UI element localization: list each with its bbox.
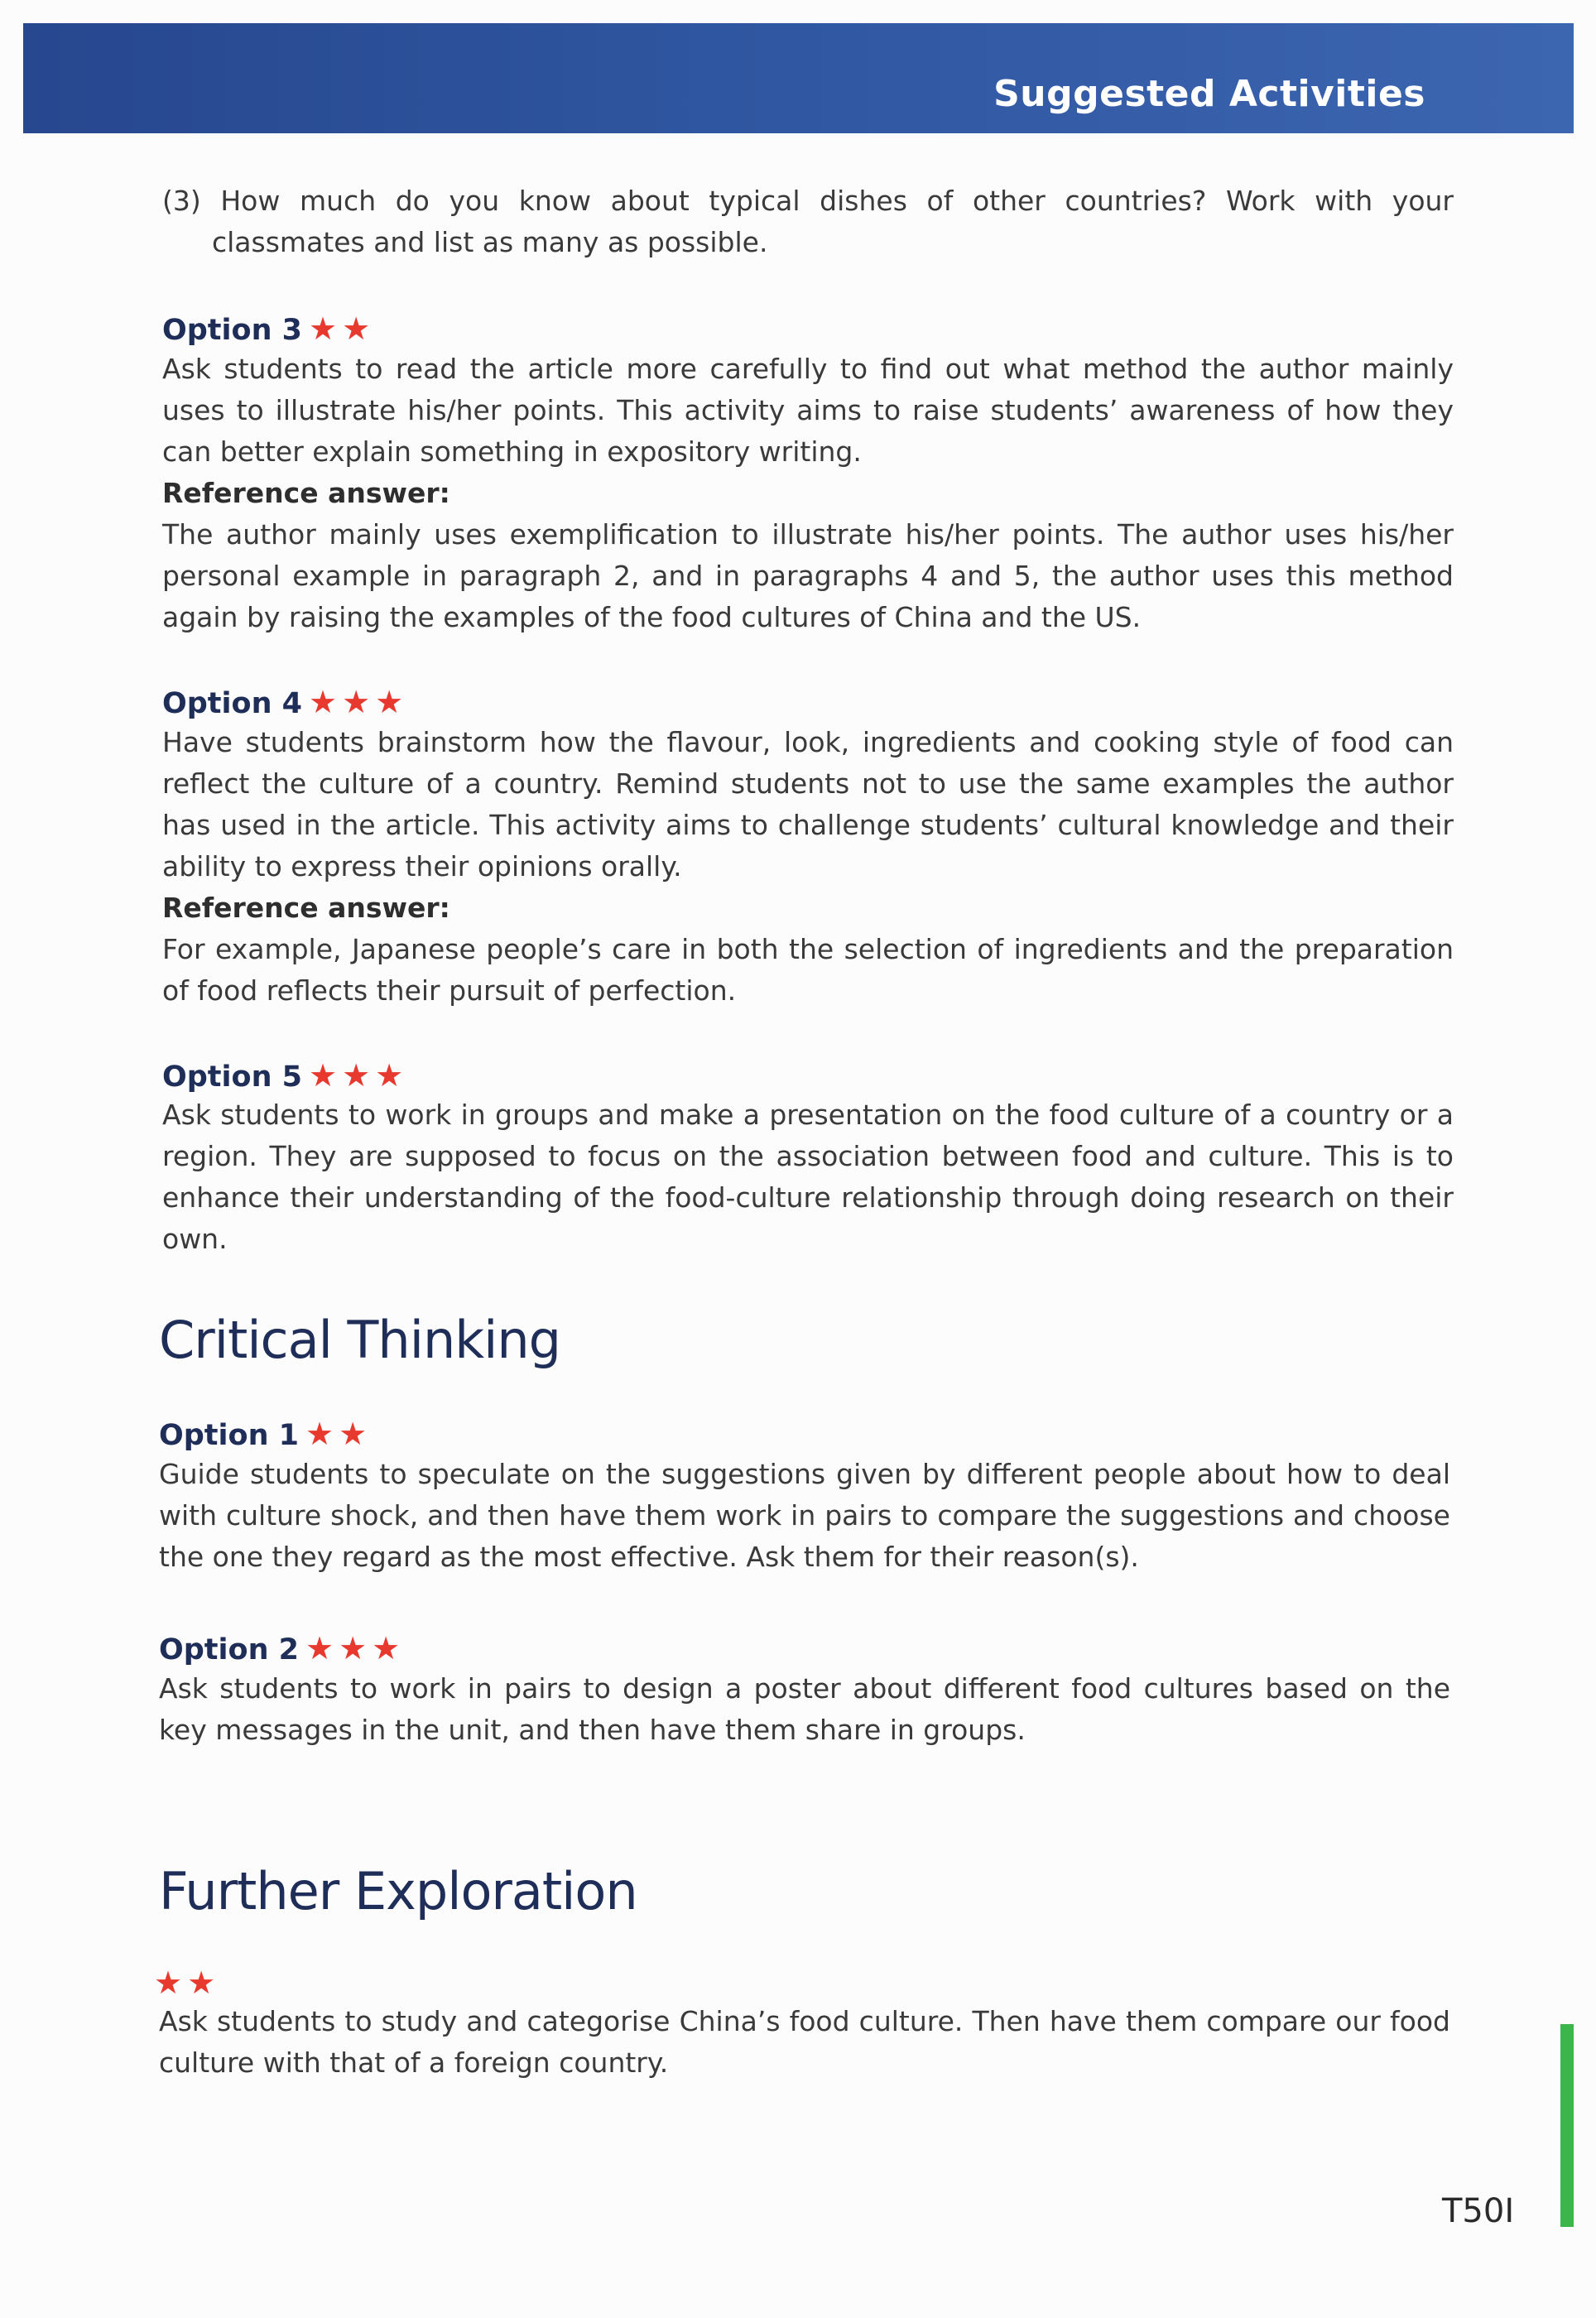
option5-heading <box>162 1055 408 1098</box>
option3-stars-icon: ★★ <box>309 310 376 347</box>
further-exploration-text: Ask students to study and categorise China’s food culture. Then have them compare our food culture with that of a foreign country. <box>159 2005 1450 2079</box>
option3-reference-text: The author mainly uses exemplification to illustrate his/her points. The author uses his/her personal example in paragraph 2, and in paragraphs 4 and 5, the author uses this method again by raising the examples of the food cultures of China and the US. <box>162 518 1454 633</box>
option3-label: Option 3 <box>162 314 303 347</box>
critical-option2-label: Option 2 <box>159 1633 300 1666</box>
further-stars-icon: ★★ <box>154 1965 221 2001</box>
option3-reference-label: Reference answer: <box>162 477 450 509</box>
critical-option1-label: Option 1 <box>159 1419 300 1452</box>
critical-option2-heading <box>159 1628 405 1671</box>
option4-heading <box>162 681 408 724</box>
further-stars-heading <box>154 1962 220 2005</box>
critical-option1-stars-icon: ★★ <box>305 1416 373 1452</box>
option3-heading <box>162 308 375 351</box>
header-title: Suggested Activities <box>993 73 1425 115</box>
option4-text: Have students brainstorm how the flavour, look, ingredients and cooking style of food can reflect the culture of a country. Remind students not to use the same examples the author has used in the article. This activity aims to challenge students’ cultural knowledge and their ability to express their opinions orally. <box>162 726 1454 882</box>
option3-text: Ask students to read the article more carefully to find out what method the author mainly uses to illustrate his/her points. This activity aims to raise students’ awareness of how they can better explain something in expository writing. <box>162 353 1454 468</box>
further-exploration-title: Further Exploration <box>159 1861 637 1921</box>
option4-reference-label: Reference answer: <box>162 892 450 924</box>
critical-option1-text: Guide students to speculate on the suggestions given by different people about how to deal with culture shock, and then have them work in pairs to compare the suggestions and choose the one they regard as the most effective. Ask them for their reason(s). <box>159 1458 1450 1573</box>
option5-stars-icon: ★★★ <box>309 1057 409 1094</box>
option4-label: Option 4 <box>162 687 303 720</box>
option4-reference-text: For example, Japanese people’s care in both the selection of ingredients and the preparation of food reflects their pursuit of perfection. <box>162 933 1454 1007</box>
critical-option2-text: Ask students to work in pairs to design a poster about different food cultures based on the key messages in the unit, and then have them share in groups. <box>159 1672 1450 1746</box>
header-banner <box>23 23 1574 133</box>
critical-thinking-title: Critical Thinking <box>159 1310 561 1370</box>
option5-label: Option 5 <box>162 1060 303 1094</box>
page-number: T50I <box>1442 2192 1515 2230</box>
option5-text: Ask students to work in groups and make a presentation on the food culture of a country or a region. They are supposed to focus on the association between food and culture. This is to enhance their understanding of the food-culture relationship through doing research on their own. <box>162 1099 1454 1255</box>
intro-item-3: (3) How much do you know about typical dishes of other countries? Work with your classmates and list as many as possible. <box>162 185 1454 258</box>
critical-option2-stars-icon: ★★★ <box>305 1630 406 1666</box>
critical-option1-heading <box>159 1413 372 1456</box>
page-edge-tab <box>1560 2024 1574 2227</box>
option4-stars-icon: ★★★ <box>309 684 409 720</box>
